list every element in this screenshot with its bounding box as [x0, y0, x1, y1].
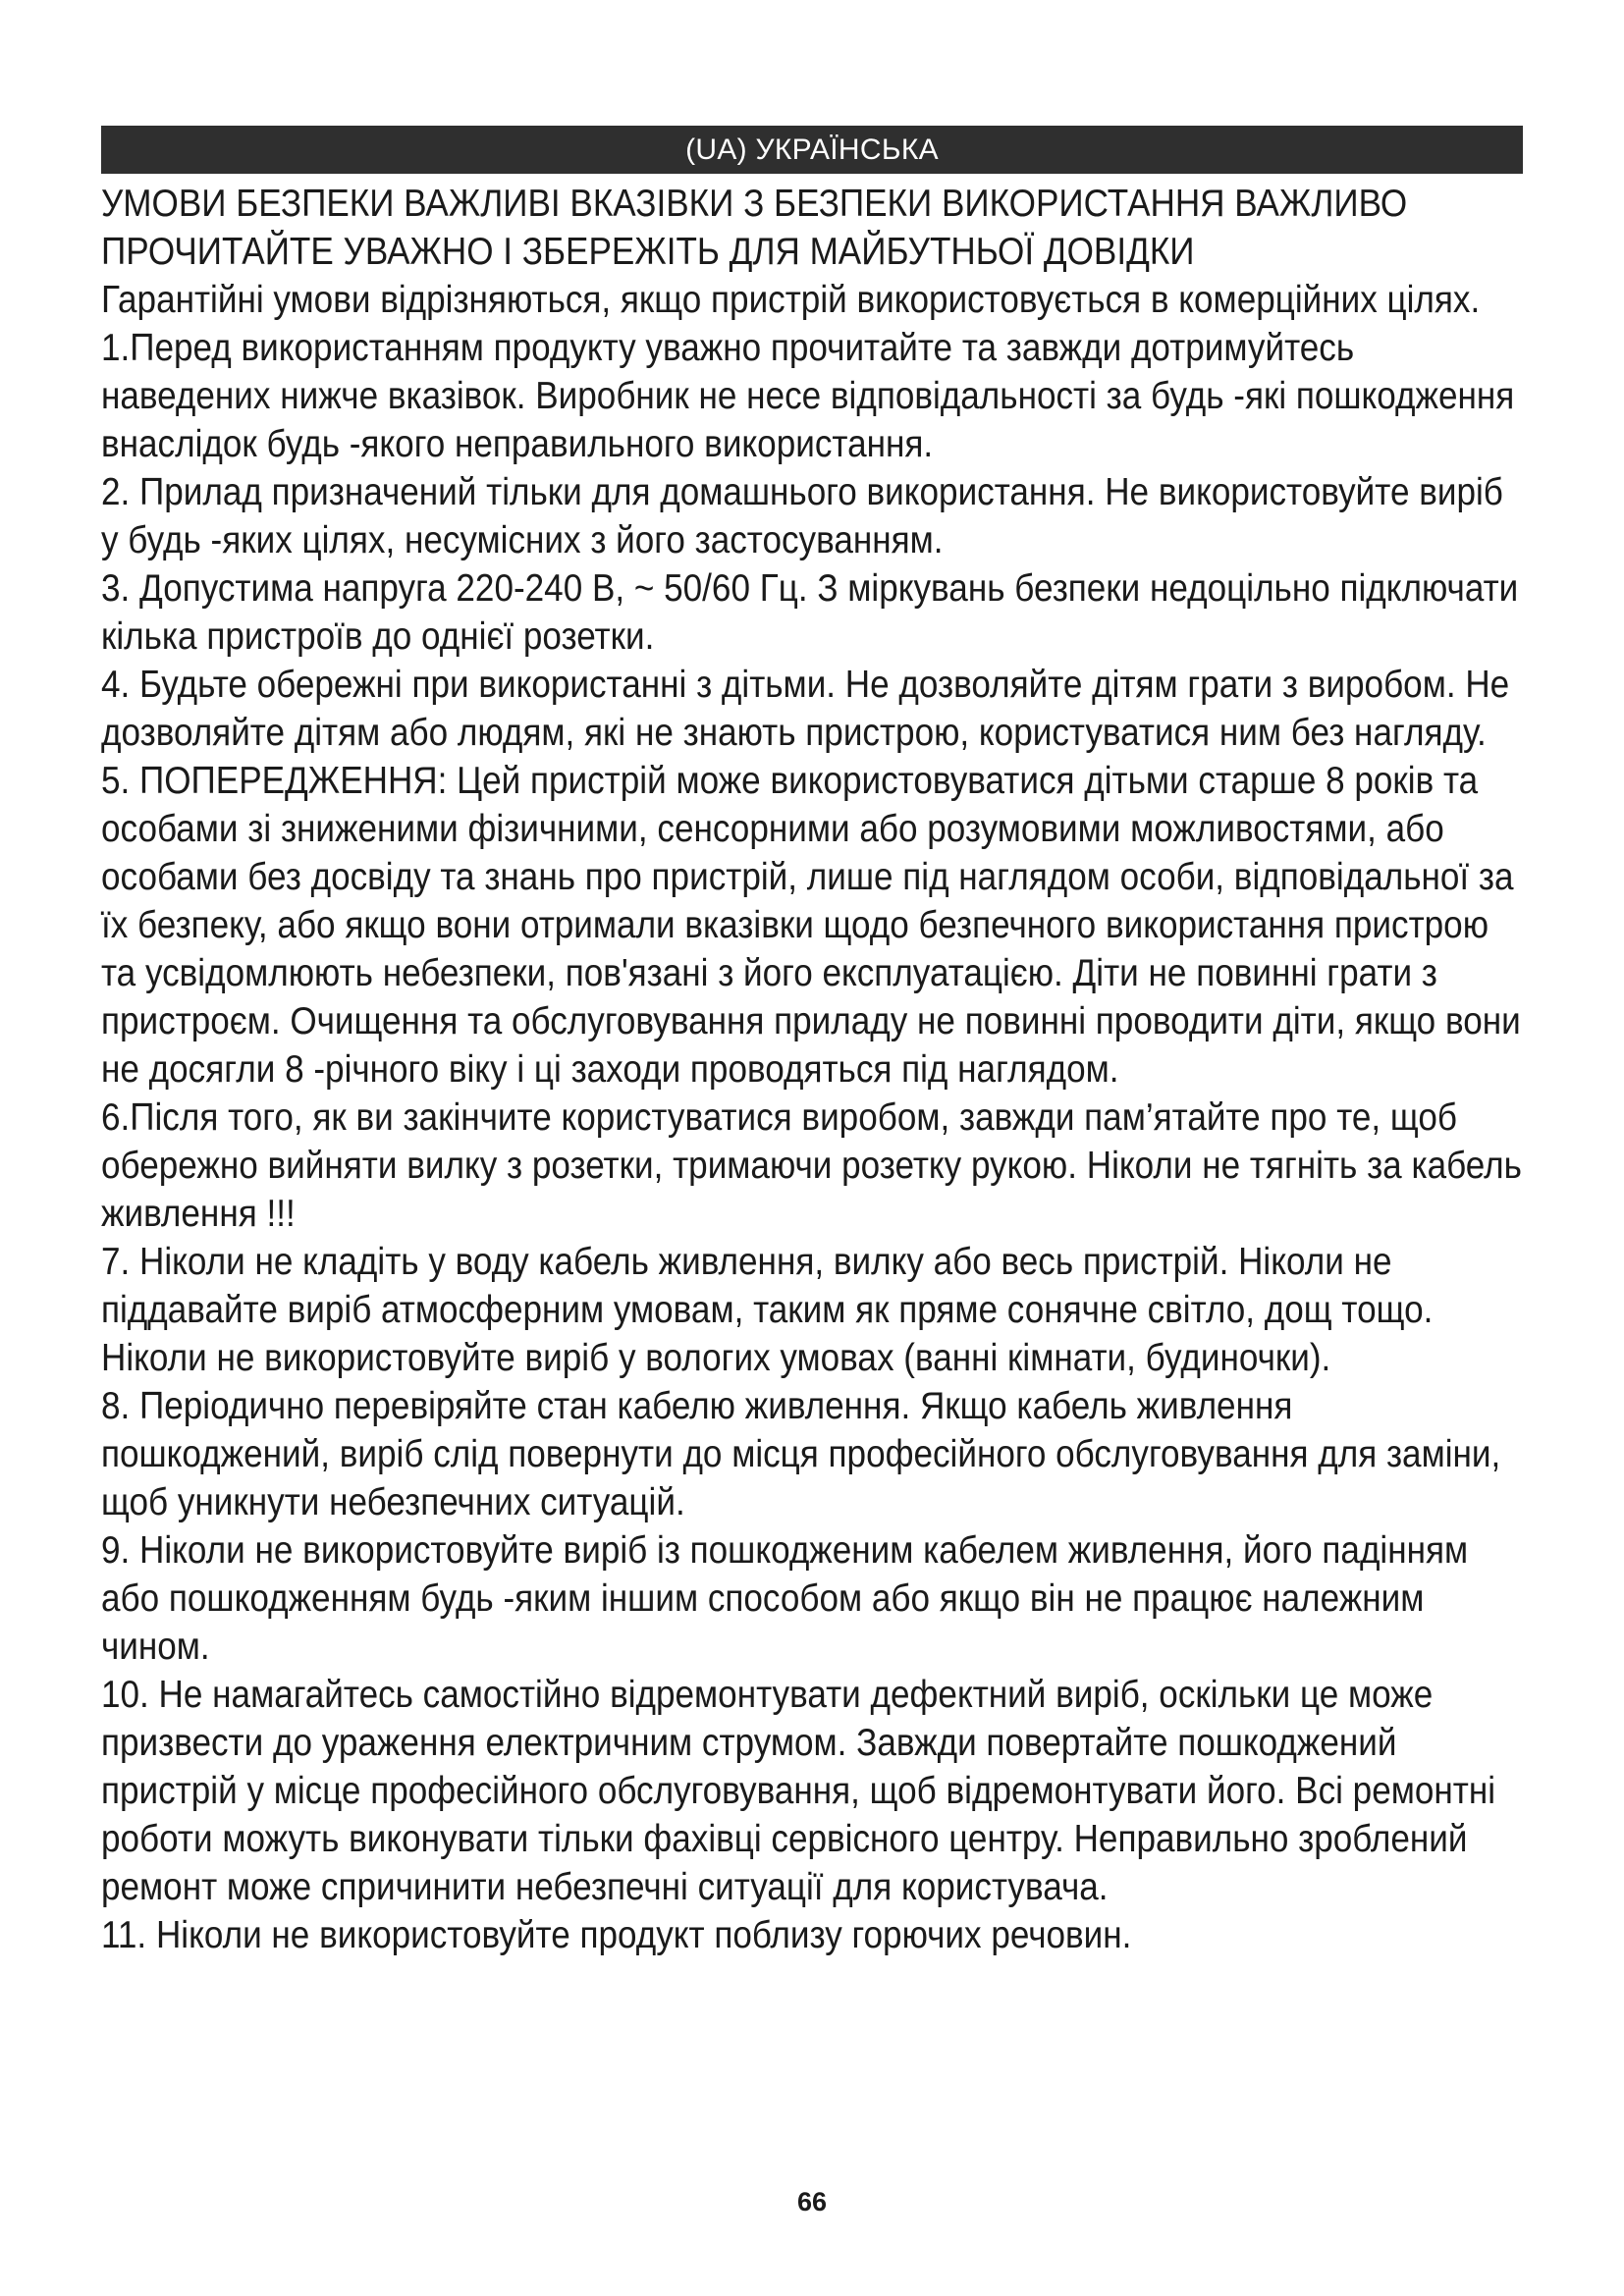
paragraph-5: 5. ПОПЕРЕДЖЕННЯ: Цей пристрій може використовуватися дітьми старше 8 років та особами зі зниженими фізичними, сенсорними або розумовими можливостями, або особами без досвіду та знань про пристрій, лише під наглядом особи, відповідальної за їх безпеку, або якщо вони отримали вказівки щодо безпечного використання пристрою та усвідомлюють небезпеки, пов'язані з його експлуатацією. Діти не повинні грати з пристроєм. Очищення та обслуговування приладу не повинні проводити діти, якщо вони не досягли 8 -річного віку і ці заходи проводяться під наглядом.	[101, 760, 1521, 1091]
paragraph-6: 6.Після того, як ви закінчите користуватися виробом, завжди пам’ятайте про те, щоб обережно вийняти вилку з розетки, тримаючи розетку рукою. Ніколи не тягніть за кабель живлення !!!	[101, 1096, 1522, 1235]
paragraph-11: 11. Ніколи не використовуйте продукт поблизу горючих речовин.	[101, 1914, 1132, 1956]
paragraph-8: 8. Періодично перевіряйте стан кабелю живлення. Якщо кабель живлення пошкоджений, виріб слід повернути до місця професійного обслуговування для заміни, щоб уникнути небезпечних ситуацій.	[101, 1385, 1501, 1523]
paragraph-4: 4. Будьте обережні при використанні з дітьми. Не дозволяйте дітям грати з виробом. Не дозволяйте дітям або людям, які не знають пристрою, користуватися ним без нагляду.	[101, 664, 1510, 754]
paragraph-7: 7. Ніколи не кладіть у воду кабель живлення, вилку або весь пристрій. Ніколи не піддавайте виріб атмосферним умовам, таким як пряме сонячне світло, дощ тощо. Ніколи не використовуйте виріб у вологих умовах (ванні кімнати, будиночки).	[101, 1241, 1434, 1379]
paragraph-warranty: Гарантійні умови відрізняються, якщо пристрій використовується в комерційних цілях.	[101, 279, 1481, 321]
language-header-bar	[101, 126, 1523, 174]
language-label: (UA) УКРАЇНСЬКА	[685, 133, 939, 166]
paragraph-10: 10. Не намагайтесь самостійно відремонтувати дефектний виріб, оскільки це може призвести до ураження електричним струмом. Завжди повертайте пошкоджений пристрій у місце професійного обслуговування, щоб відремонтувати його. Всі ремонтні роботи можуть виконувати тільки фахівці сервісного центру. Неправильно зроблений ремонт може спричинити небезпечні ситуації для користувача.	[101, 1674, 1496, 1908]
paragraph-2: 2. Прилад призначений тільки для домашнього використання. Не використовуйте виріб у будь -яких цілях, несумісних з його застосуванням.	[101, 471, 1503, 561]
paragraph-9: 9. Ніколи не використовуйте виріб із пошкодженим кабелем живлення, його падінням або пошкодженням будь -яким іншим способом або якщо він не працює належним чином.	[101, 1529, 1469, 1668]
paragraph-1: 1.Перед використанням продукту уважно прочитайте та завжди дотримуйтесь наведених нижче вказівок. Виробник не несе відповідальності за будь -які пошкодження внаслідок будь -якого неправильного використання.	[101, 327, 1515, 465]
paragraph-3: 3. Допустима напруга 220-240 В, ~ 50/60 Гц. З міркувань безпеки недоцільно підключати кілька пристроїв до однієї розетки.	[101, 567, 1519, 658]
page-number: 66	[796, 2187, 828, 2216]
safety-title: УМОВИ БЕЗПЕКИ ВАЖЛИВІ ВКАЗІВКИ З БЕЗПЕКИ ВИКОРИСТАННЯ ВАЖЛИВО ПРОЧИТАЙТЕ УВАЖНО І ЗБЕРЕЖІТЬ ДЛЯ МАЙБУТНЬОЇ ДОВІДКИ	[101, 183, 1408, 273]
document-page	[101, 126, 1523, 1959]
document-body	[101, 180, 1524, 1959]
